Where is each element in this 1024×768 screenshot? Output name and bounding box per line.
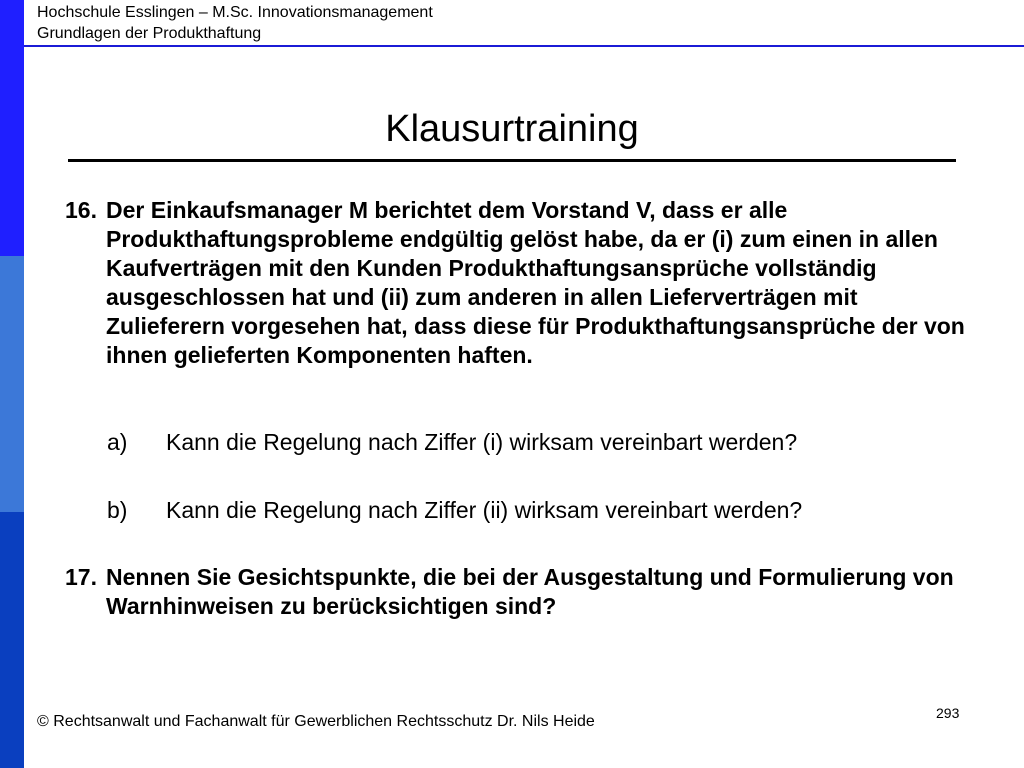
subquestion-label: b) (107, 497, 128, 523)
sidebar-segment-bottom (0, 512, 24, 768)
question-text: Nennen Sie Gesichtspunkte, die bei der Ausgestaltung und Formulierung von Warnhinweisen zu berücksichtigen sind? (106, 564, 954, 619)
header-institution: Hochschule Esslingen – M.Sc. Innovationsmanagement (37, 4, 433, 21)
footer-copyright: © Rechtsanwalt und Fachanwalt für Gewerblichen Rechtsschutz Dr. Nils Heide (37, 713, 595, 730)
sidebar-segment-middle (0, 256, 24, 512)
question-number: 17. (65, 564, 97, 590)
question-text: Der Einkaufsmanager M berichtet dem Vorstand V, dass er alle Produkthaftungsprobleme endgültig gelöst habe, da er (i) zum einen in allen Kaufverträgen mit den Kunden Produkthaftungsansprüche vollständig ausgeschlossen hat und (ii) zum anderen in allen Lieferverträgen mit Zulieferern vorgesehen hat, dass diese für Produkthaftungsansprüche der von ihnen gelieferten Komponenten haften. (106, 197, 965, 368)
slide-title: Klausurtraining (385, 108, 639, 150)
title-underline (68, 159, 956, 162)
page-number: 293 (936, 705, 960, 721)
subquestion-text: Kann die Regelung nach Ziffer (i) wirksam vereinbart werden? (166, 429, 798, 455)
subquestion-b (107, 496, 987, 525)
question-number: 16. (65, 197, 97, 223)
header-rule (24, 45, 1024, 47)
subquestion-label: a) (107, 429, 128, 455)
subquestion-a (107, 428, 987, 457)
header-course: Grundlagen der Produkthaftung (37, 25, 262, 42)
question-17 (65, 563, 965, 621)
question-16 (65, 196, 965, 370)
subquestion-text: Kann die Regelung nach Ziffer (ii) wirksam vereinbart werden? (166, 497, 803, 523)
